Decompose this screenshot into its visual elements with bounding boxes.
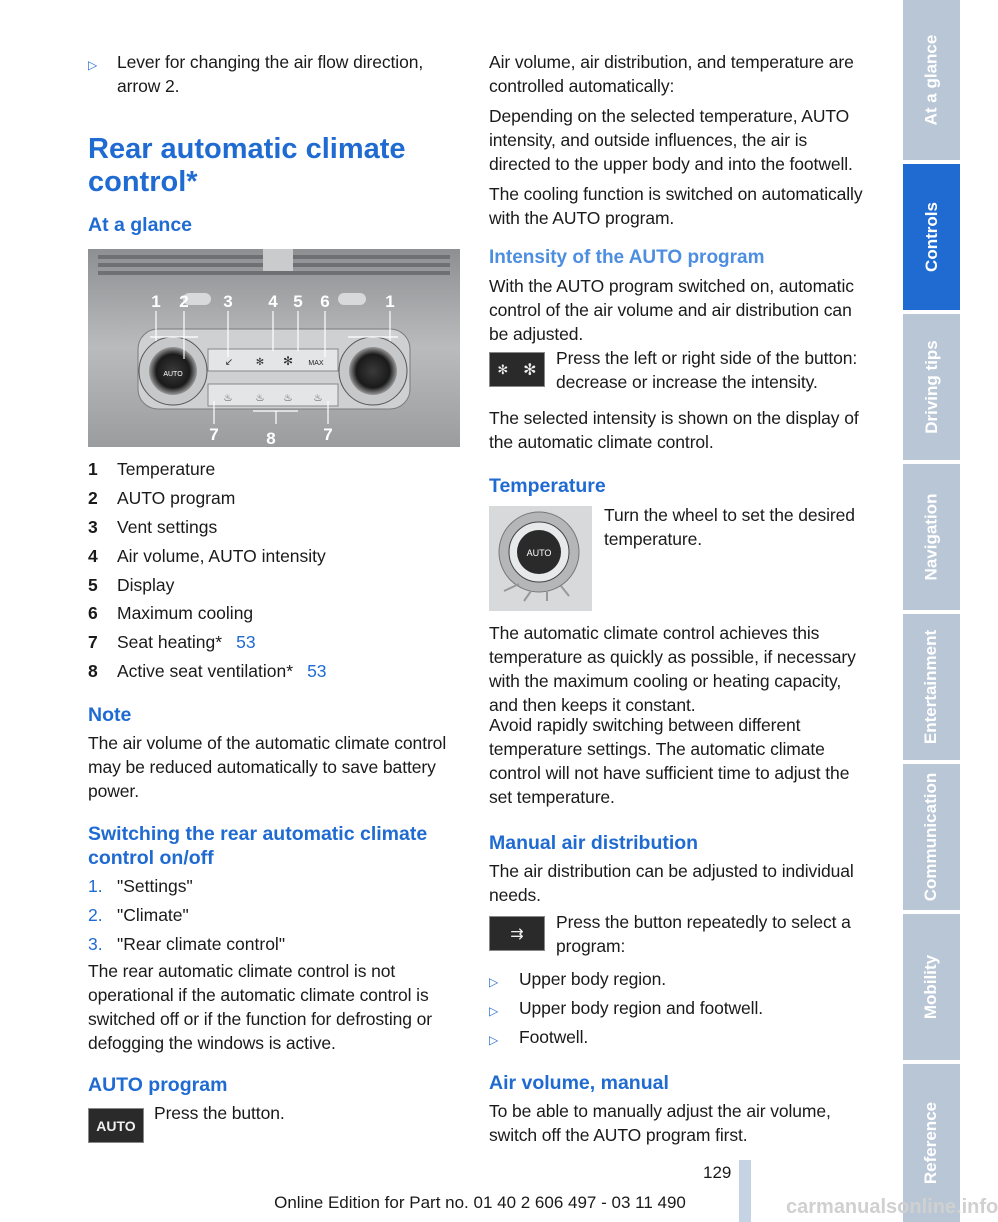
climate-panel-photo [88,249,460,447]
chapter-tab-mobility[interactable]: Mobility [903,914,960,1060]
callout-label: 1 [151,292,161,311]
chapter-tab-navigation[interactable]: Navigation [903,464,960,610]
callout-label: 8 [266,429,276,448]
note-text: The air volume of the automatic climate control may be reduced automatically to save battery power. [88,733,447,801]
program-item: Upper body region and footwell. [519,998,764,1018]
auto-button-image [88,1108,144,1143]
chapter-tab-communication[interactable]: Communication [903,764,960,910]
figure-auto-label: AUTO [163,371,183,378]
chapter-tab-controls[interactable]: Controls [903,164,960,310]
chapter-tab-driving-tips[interactable]: Driving tips [903,314,960,460]
temperature-wheel-image [489,506,592,611]
page-title [88,133,468,199]
temperature-text-1: The automatic climate control achieves this temperature as quickly as possible, if necessary with the maximum cooling or heating capacity, and then keeps it constant. [489,623,856,715]
temperature-heading: Temperature [489,475,606,497]
intro-bullet-text: Lever for changing the air flow direction, arrow 2. [117,52,424,96]
temperature-wheel-text: Turn the wheel to set the desired temperature. [604,505,855,549]
fan-large-icon: ✻ [282,354,294,368]
vent-icon: ↙ [224,357,234,368]
edition-footer: Online Edition for Part no. 01 40 2 606 497 - 03 11 490 [274,1193,686,1212]
auto-button-label: AUTO [96,1117,136,1134]
callout-label: 3 [223,292,233,311]
bullet-marker: ▷ [489,1004,499,1018]
right-intro-2: Depending on the selected temperature, AUTO intensity, and outside influences, the air is directed to the upper body and into the footwell. [489,106,853,174]
bullet-marker: ▷ [489,975,499,989]
page-reference-link[interactable]: 53 [307,661,327,681]
callout-label: 5 [293,292,303,311]
page-number: 129 [703,1163,732,1182]
manual-distribution-text: The air distribution can be adjusted to individual needs. [489,861,854,905]
intensity-button-image [489,352,545,387]
air-volume-text: To be able to manually adjust the air volume, switch off the AUTO program first. [489,1101,831,1145]
climate-panel-figure [88,249,460,447]
callout-label: 7 [209,425,219,444]
callout-label: 1 [385,292,395,311]
temperature-text-2: Avoid rapidly switching between different temperature settings. The automatic climate control will not have sufficient time to adjust the set temperature. [489,715,850,807]
fan-large-icon: ✻ [523,361,537,379]
intensity-heading: Intensity of the AUTO program [489,247,765,268]
page-title-line-2: control* [88,166,198,198]
wheel-auto-label: AUTO [526,548,552,558]
air-distribution-icon: ⇉ [510,925,524,943]
chapter-tab-at-a-glance[interactable]: At a glance [903,0,960,160]
at-a-glance-heading: At a glance [88,214,193,236]
air-distribution-button-image [489,916,545,951]
manual-button-text: Press the button repeatedly to select a program: [556,912,851,956]
manual-distribution-heading: Manual air distribution [489,832,699,854]
intensity-button-text: Press the left or right side of the button: decrease or increase the intensity. [556,348,858,392]
right-intro-3: The cooling function is switched on automatically with the AUTO program. [489,184,863,228]
seat-ventilation-icon: ♨ [283,393,293,404]
bullet-marker: ▷ [489,1033,499,1047]
fan-small-icon: ✻ [497,361,509,377]
bullet-marker: ▷ [88,58,98,72]
note-heading: Note [88,704,132,726]
switch-heading: Switching the rear automatic climate control on/off [88,823,428,869]
auto-press-text: Press the button. [154,1103,285,1123]
air-volume-heading: Air volume, manual [489,1072,669,1094]
intensity-display-text: The selected intensity is shown on the display of the automatic climate control. [489,408,859,452]
seat-heating-icon: ♨ [223,393,233,404]
figure-max-label: MAX [308,360,324,367]
chapter-sidebar [903,0,960,1222]
seat-ventilation-icon: ♨ [255,393,265,404]
right-intro-1: Air volume, air distribution, and temperature are controlled automatically: [489,52,854,96]
intensity-text: With the AUTO program switched on, automatic control of the air volume and air distribution can be adjusted. [489,276,854,344]
program-item: Footwell. [519,1027,589,1047]
fan-small-icon: ✻ [255,357,265,368]
watermark: carmanualsonline.info [786,1196,998,1218]
switch-text: The rear automatic climate control is not operational if the automatic climate control is switched off or if the function for defrosting or defogging the windows is active. [88,961,432,1053]
callout-label: 6 [320,292,330,311]
chapter-tab-entertainment[interactable]: Entertainment [903,614,960,760]
page-reference-link[interactable]: 53 [236,632,256,652]
callout-label: 4 [268,292,278,311]
callout-label: 7 [323,425,333,444]
chapter-tab-reference[interactable]: Reference [903,1064,960,1222]
program-item: Upper body region. [519,969,667,989]
seat-heating-icon: ♨ [313,393,323,404]
temperature-wheel-photo [489,506,592,611]
auto-program-heading: AUTO program [88,1074,228,1096]
page-title-line-1: Rear automatic climate [88,133,406,165]
callout-label: 2 [179,292,189,311]
